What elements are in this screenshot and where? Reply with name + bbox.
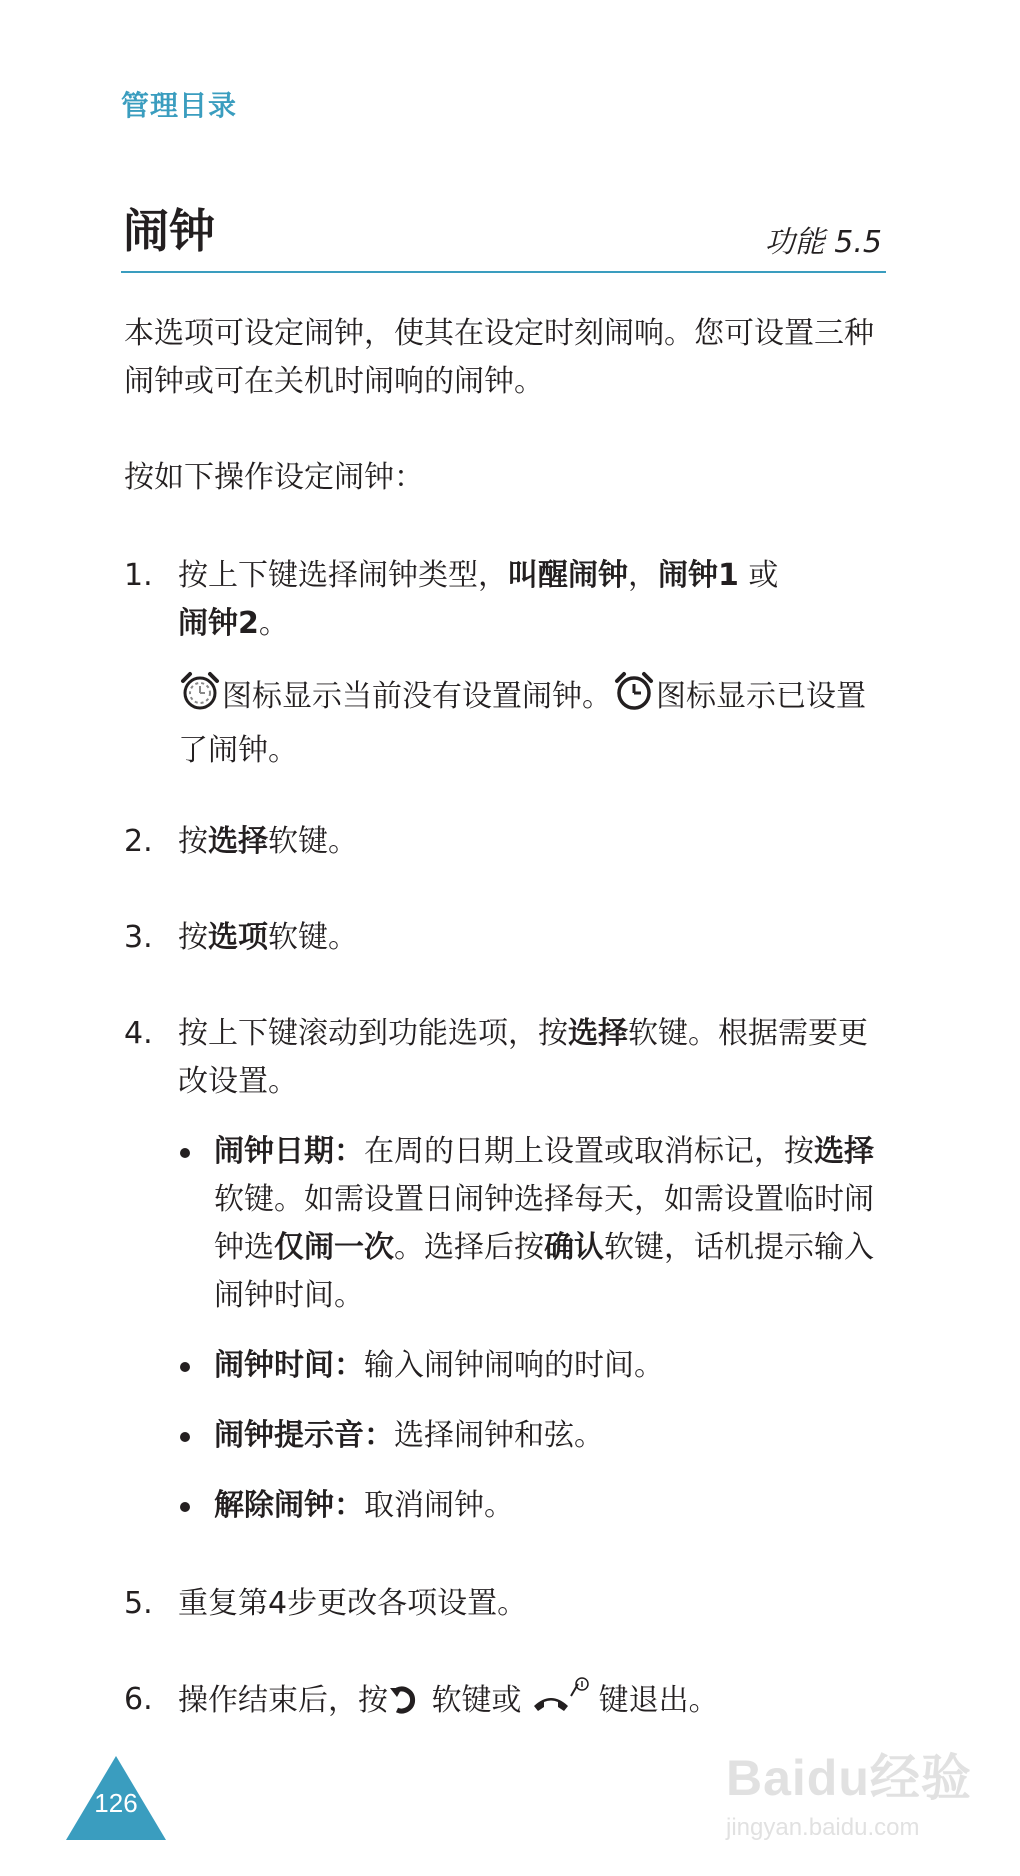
bullet-bold-term: 解除闹钟： (214, 1488, 364, 1523)
step-text-part: 按上下键选择闹钟类型， (178, 558, 508, 593)
step-text-part: 操作结束后，按 (178, 1683, 388, 1718)
intro-paragraph: 本选项可设定闹钟，使其在设定时刻闹响。您可设置三种闹钟或可在关机时闹响的闹钟。 (124, 316, 874, 399)
watermark-url: jingyan.baidu.com (726, 1814, 920, 1841)
step-text (178, 914, 894, 962)
step-number: 5. (124, 1586, 153, 1621)
step-text-part: 或 (738, 558, 779, 593)
bullet-text-part: 。选择后按 (394, 1230, 544, 1265)
bullet-text-part: 选择闹钟和弦。 (394, 1418, 604, 1453)
bullet-text (214, 1128, 890, 1320)
step-text-part: ， (628, 558, 658, 593)
alarm-off-icon (178, 670, 222, 727)
alarm-on-icon (612, 670, 656, 727)
bullet-bold-term: 闹钟提示音： (214, 1418, 394, 1453)
step-bold-term: 闹钟1 (658, 558, 739, 593)
step-text-part: 软键。 (268, 824, 358, 859)
step-number: 1. (124, 558, 153, 593)
note-text-part: 图标显示已设置了闹钟。 (178, 679, 866, 768)
step-text-part: 按 (178, 824, 208, 859)
title-bar (121, 205, 886, 273)
page-title: 闹钟 (123, 204, 215, 258)
watermark-main-text: Baidu经验 (726, 1750, 972, 1806)
step-bold-term: 选择 (568, 1016, 628, 1051)
function-reference: 功能 5.5 (764, 225, 882, 260)
step-bold-term: 选择 (208, 824, 268, 859)
page-number: 126 (94, 1788, 138, 1818)
bullet-bold-term: 确认 (544, 1230, 604, 1265)
bullet-text-part: 软键。如需设置日闹钟选择每天，如需设置临时闹钟选 (214, 1182, 874, 1265)
bullet-text-part: 在周的日期上设置或取消标记，按 (364, 1134, 814, 1169)
alarm-icon-note (178, 670, 894, 775)
step-bold-term: 叫醒闹钟 (508, 558, 628, 593)
step-number: 3. (124, 920, 153, 955)
step-number: 4. (124, 1016, 153, 1051)
bullet-text-part: 取消闹钟。 (364, 1488, 514, 1523)
bullet-dot (180, 1432, 190, 1442)
bullet-dot (180, 1362, 190, 1372)
bullet-text (214, 1412, 890, 1460)
bullet-bold-term: 闹钟日期： (214, 1134, 364, 1169)
step-text-part: 软键。根据需要更改设置。 (178, 1016, 868, 1099)
step-text-part: 重复第4步更改各项设置。 (178, 1586, 528, 1621)
bullet-dot (180, 1148, 190, 1158)
step-text-part: 软键或 (422, 1683, 532, 1718)
step-text-part: 软键。 (268, 920, 358, 955)
step-text (178, 818, 894, 866)
step-bold-term: 选项 (208, 920, 268, 955)
bullet-text (214, 1482, 890, 1530)
back-arrow-icon (388, 1682, 422, 1731)
bullet-text-part: 软键，话机提示输入闹钟时间。 (214, 1230, 874, 1313)
step-text-part: 。 (258, 606, 289, 641)
bullet-bold-term: 仅闹一次 (274, 1230, 394, 1265)
end-call-icon (531, 1676, 589, 1731)
step-text-part: 按 (178, 920, 208, 955)
step-bold-term: 闹钟2 (178, 606, 259, 641)
step-text-part: 键退出。 (589, 1683, 719, 1718)
baidu-watermark (726, 1738, 976, 1858)
step-text (178, 1010, 894, 1106)
bullet-text (214, 1342, 890, 1390)
instruction-line: 按如下操作设定闹钟： (124, 460, 424, 495)
step-number: 2. (124, 824, 153, 859)
section-header: 管理目录 (121, 89, 238, 122)
bullet-bold-term: 闹钟时间： (214, 1348, 364, 1383)
step-text (178, 552, 894, 648)
bullet-text-part: 输入闹钟闹响的时间。 (364, 1348, 664, 1383)
step-text (178, 1676, 894, 1731)
bullet-dot (180, 1502, 190, 1512)
step-text (178, 1580, 894, 1628)
bullet-bold-term: 选择 (814, 1134, 874, 1169)
step-number: 6. (124, 1682, 153, 1717)
note-text-part: 图标显示当前没有设置闹钟。 (222, 679, 612, 714)
step-text-part: 按上下键滚动到功能选项，按 (178, 1016, 568, 1051)
